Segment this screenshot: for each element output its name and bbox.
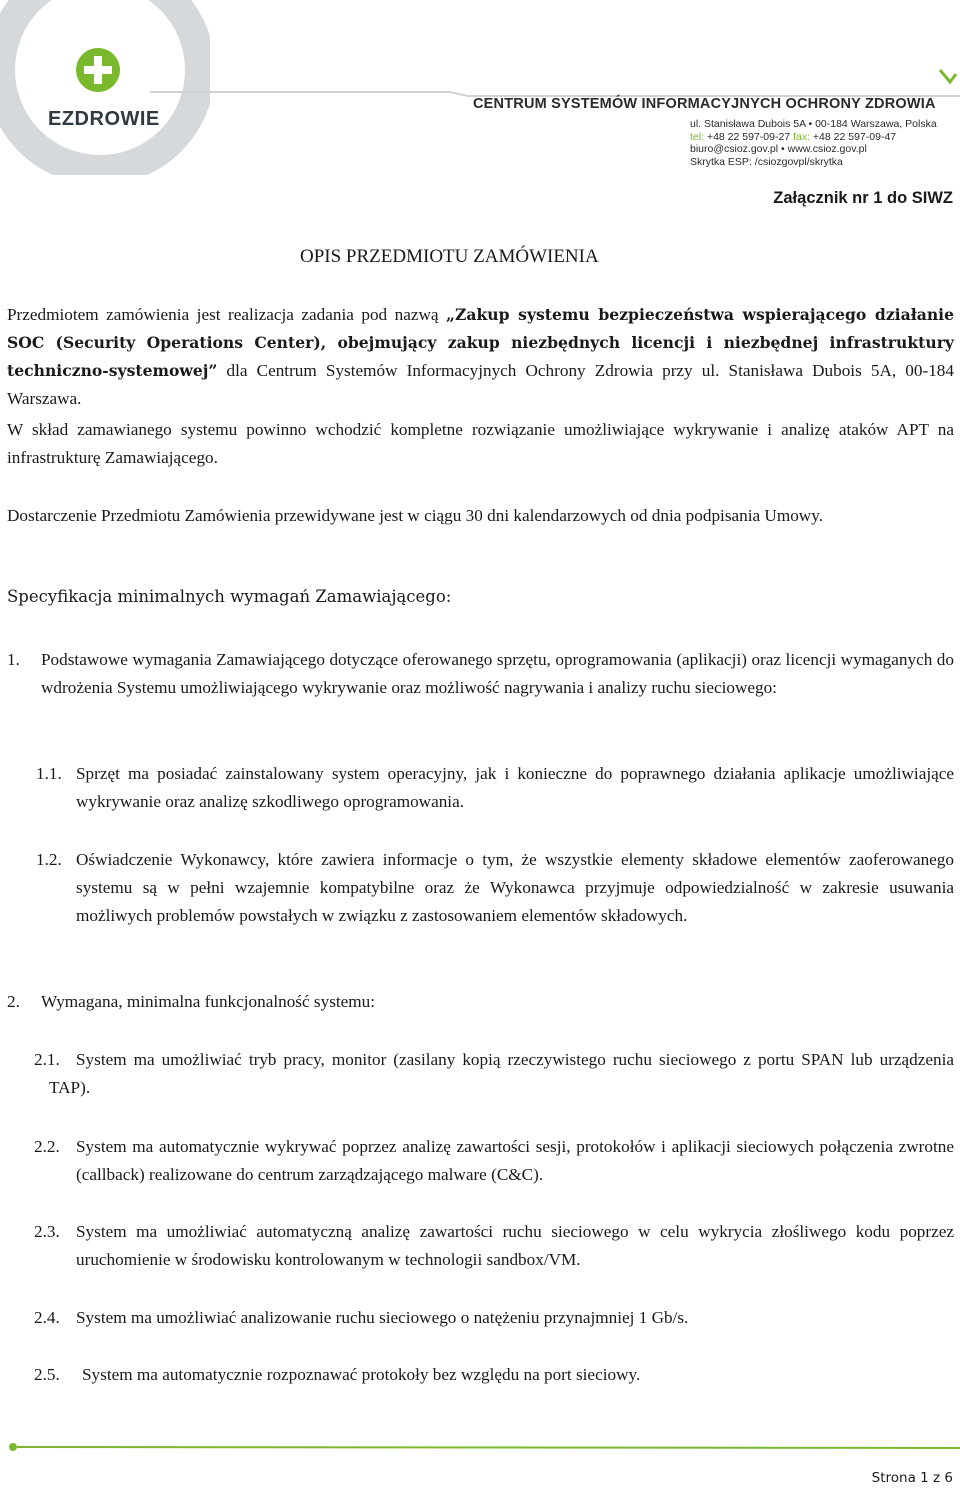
item-text: System ma automatycznie rozpoznawać protokoły bez względu na port sieciowy. xyxy=(82,1365,641,1384)
contact-block xyxy=(690,118,937,168)
item-text: Oświadczenie Wykonawcy, które zawiera informacje o tym, że wszystkie elementy składowe elementów zaoferowanego systemu są w pełni wzajemnie kompatybilne oraz że Wykonawca przyjmuje odpowiedzialność w zakresie usuwania możliwych problemów powstałych w związku z zastosowaniem elementów składowych. xyxy=(76,850,954,925)
document-title: OPIS PRZEDMIOTU ZAMÓWIENIA xyxy=(300,246,599,267)
item-number: 2.1. xyxy=(34,1050,60,1069)
phone-fax-line: tel: +48 22 597-09-27 fax: +48 22 597-09-47 xyxy=(690,130,897,143)
page-number: Strona 1 z 6 xyxy=(871,1470,953,1486)
item-number: 2.3. xyxy=(34,1222,60,1241)
contract-name: „Zakup systemu bezpieczeństwa wspierającego działanie SOC (Security Operations Center), obejmujący zakup niezbędnych licencji i niezbędnej infrastruktury techniczno-systemowej” xyxy=(7,305,954,380)
esp-line: Skrytka ESP: /csiozgovpl/skrytka xyxy=(690,155,843,168)
annex-label: Załącznik nr 1 do SIWZ xyxy=(773,189,953,207)
item-text: System ma umożliwiać tryb pracy, monitor (zasilany kopią rzeczywistego ruchu sieciowego z portu SPAN lub urządzenia TAP). xyxy=(49,1050,954,1097)
email-link[interactable]: biuro@csioz.gov.pl xyxy=(690,143,779,155)
item-number: 2.4. xyxy=(34,1308,60,1327)
item-text: Sprzęt ma posiadać zainstalowany system operacyjny, jak i konieczne do poprawnego działania aplikacje umożliwiające wykrywanie oraz analizę szkodliwego oprogramowania. xyxy=(76,764,954,811)
medical-cross-icon xyxy=(76,48,120,92)
item-number: 2.5. xyxy=(34,1365,60,1384)
section-number: 1. xyxy=(7,650,20,669)
section-number: 2. xyxy=(7,992,20,1011)
email-www-line: biuro@csioz.gov.pl • www.csioz.gov.pl xyxy=(690,143,867,155)
footer-divider-line xyxy=(8,1440,960,1454)
item-number: 2.2. xyxy=(34,1137,60,1156)
letterhead xyxy=(0,0,960,180)
section-text: Wymagana, minimalna funkcjonalność systemu: xyxy=(41,992,376,1011)
item-text: System ma umożliwiać analizowanie ruchu sieciowego o natężeniu przynajmniej 1 Gb/s. xyxy=(76,1308,689,1327)
phone: +48 22 597-09-27 xyxy=(706,130,791,143)
delivery-paragraph: Dostarczenie Przedmiotu Zamówienia przewidywane jest w ciągu 30 dni kalendarzowych od dnia podpisania Umowy. xyxy=(7,506,823,525)
esp-value: /csiozgovpl/skrytka xyxy=(754,155,843,168)
spec-heading: Specyfikacja minimalnych wymagań Zamawiającego: xyxy=(7,587,452,606)
item-number: 1.1. xyxy=(36,764,62,783)
org-name: CENTRUM SYSTEMÓW INFORMACYJNYCH OCHRONY ZDROWIA xyxy=(473,96,936,112)
item-text: System ma automatycznie wykrywać poprzez analizę zawartości sesji, protokołów i aplikacji sieciowych połączenia zwrotne (callback) realizowane do centrum zarządzającego malware (C&C). xyxy=(76,1137,954,1184)
item-text: System ma umożliwiać automatyczną analizę zawartości ruchu sieciowego w celu wykrycia złośliwego kodu poprzez uruchomienie w środowisku kontrolowanym w technologii sandbox/VM. xyxy=(76,1222,954,1269)
scope-paragraph: W skład zamawianego systemu powinno wchodzić kompletne rozwiązanie umożliwiające wykrywanie i analizę ataków APT na infrastrukturę Zamawiającego. xyxy=(7,420,954,467)
logo-text: EZDROWIE xyxy=(48,108,160,130)
item-number: 1.2. xyxy=(36,850,62,869)
www-link[interactable]: www.csioz.gov.pl xyxy=(787,143,867,155)
intro-paragraph: Przedmiotem zamówienia jest realizacja zadania pod nazwą „Zakup systemu bezpieczeństwa wspierającego działanie SOC (Security Operations Center), obejmujący zakup niezbędnych licencji i niezbędnej infrastruktury techniczno-systemowej” dla Centrum Systemów Informacyjnych Ochrony Zdrowia przy ul. Stanisława Dubois 5A, 00-184 Warszawa. xyxy=(7,305,954,408)
address: ul. Stanisława Dubois 5A • 00-184 Warszawa, Polska xyxy=(690,118,937,130)
fax: +48 22 597-09-47 xyxy=(812,130,897,143)
section-text: Podstawowe wymagania Zamawiającego dotyczące oferowanego sprzętu, oprogramowania (aplikacji) oraz licencji wymaganych do wdrożenia Systemu umożliwiającego wykrywanie oraz możliwość nagrywania i analizy ruchu sieciowego: xyxy=(41,650,954,697)
